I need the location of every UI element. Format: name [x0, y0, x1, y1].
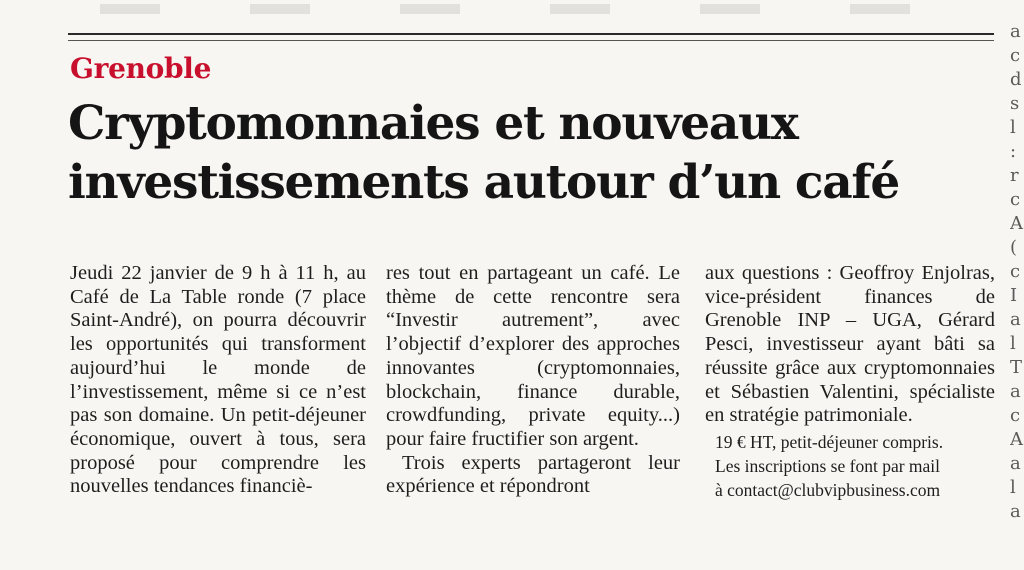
- practical-info: [705, 430, 995, 502]
- info-price: 19 € HT, petit-déjeuner compris.: [715, 431, 944, 452]
- info-registration: Les inscriptions se font par mail: [715, 455, 941, 476]
- top-rule: [68, 33, 994, 35]
- article-column-2: [386, 262, 680, 499]
- paragraph-intro: Jeudi 22 janvier de 9 h à 11 h, au Café de La Table ronde (7 place Saint-André), on pourra découvrir les opportunités qui transforment aujourd’hui le monde de l’investissement, même si ce n’est pas son domaine. Un petit-déjeuner économique, ouvert à tous, sera proposé pour comprendre les nouvelles tendances financiè-: [70, 262, 366, 498]
- top-rule-thin: [68, 40, 994, 41]
- paragraph-intro-cont: res tout en partageant un café. Le thème de cette rencontre sera “Investir autrement”, avec l’objectif d’explorer des approches innovantes (cryptomonnaies, blockchain, finance durable, crowdfunding, private equity...) pour faire fructifier son argent.: [386, 262, 680, 450]
- paragraph-experts-cont: aux questions : Geoffroy Enjolras, vice-président finances de Grenoble INP – UGA, Gérard Pesci, investisseur ayant bâti sa réussite grâce aux cryptomonnaies et Sébastien Valentini, spécialiste en stratégie patrimoniale.: [705, 262, 995, 427]
- faded-previous-text: [100, 4, 960, 14]
- article-column-3: [705, 262, 995, 502]
- article-headline: Cryptomonnaies et nouveaux investissements autour d’un café: [68, 96, 899, 210]
- section-kicker: Grenoble: [70, 52, 212, 85]
- info-contact-email: à contact@clubvipbusiness.com: [715, 479, 941, 500]
- article-column-1: [70, 262, 366, 499]
- adjacent-column-edge: a c d s l : r c A ( c I a l T a c A a l a: [1010, 21, 1023, 522]
- paragraph-experts: Trois experts partageront leur expérience et répondront: [386, 451, 680, 498]
